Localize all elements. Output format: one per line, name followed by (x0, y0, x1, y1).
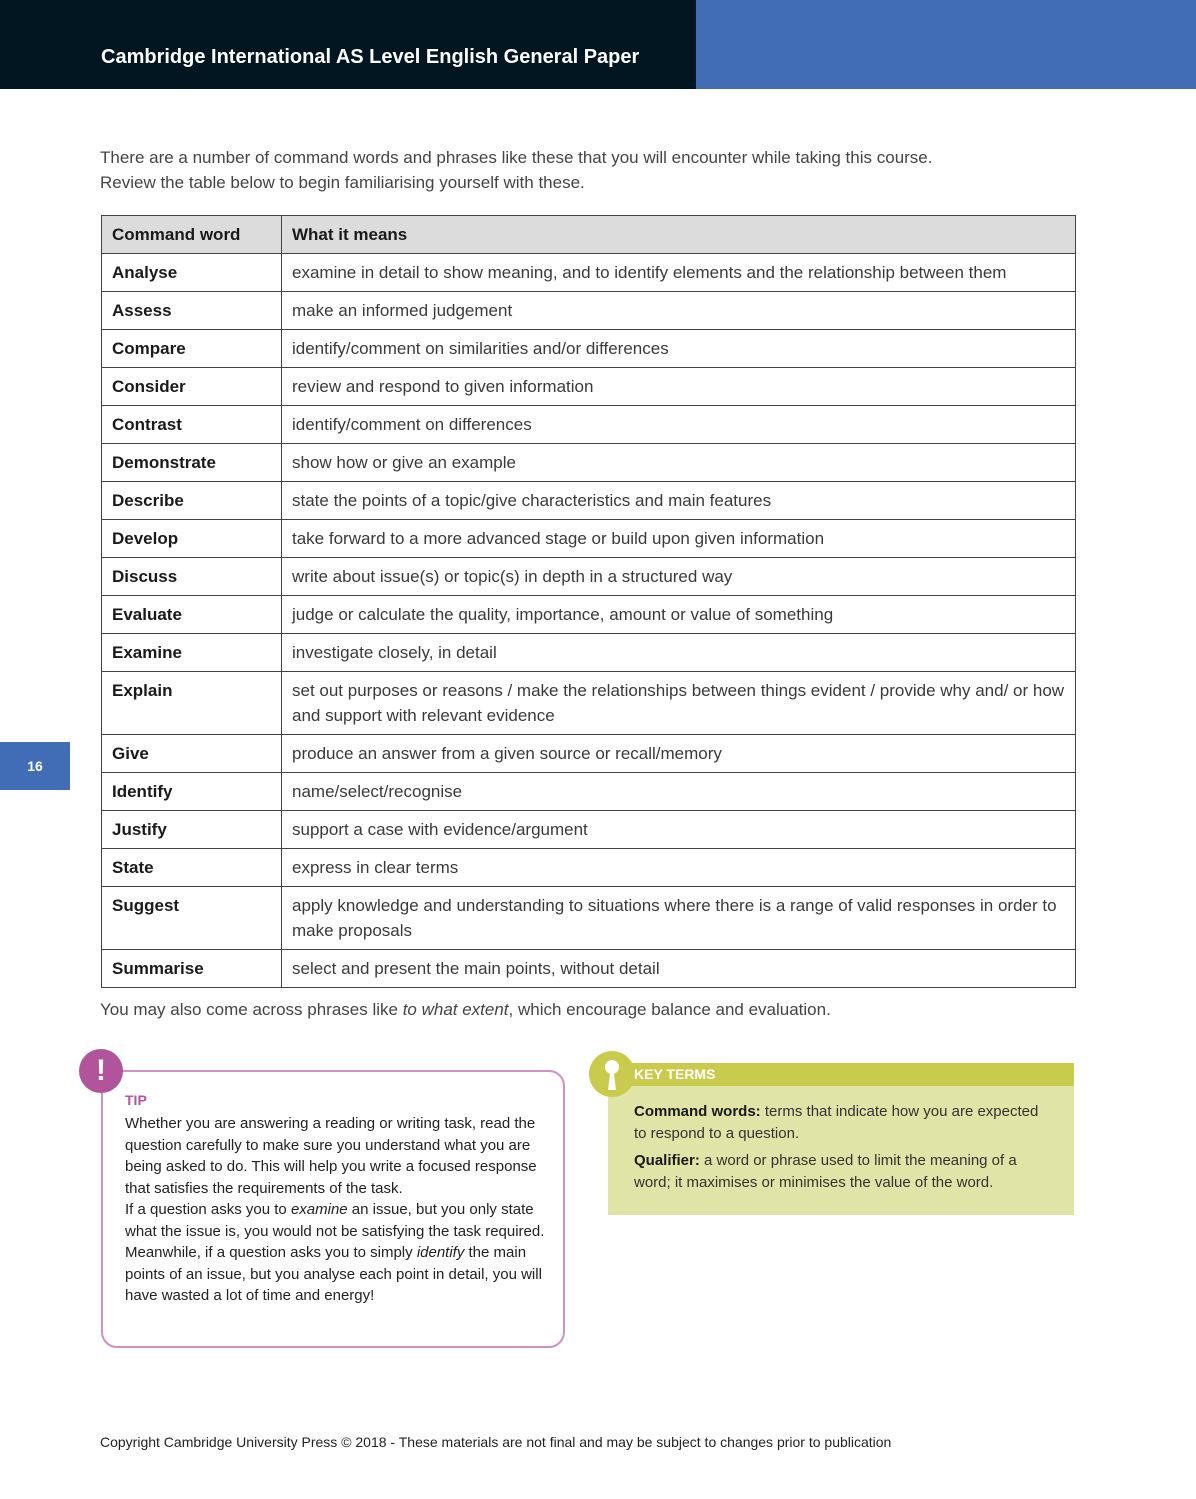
command-word-cell: Suggest (102, 887, 282, 950)
extra-text: , which encourage balance and evaluation. (508, 1000, 831, 1019)
table-row (102, 849, 1076, 887)
header-bar (0, 0, 696, 89)
keyhole-icon-stem (608, 1071, 616, 1090)
keyhole-icon (589, 1051, 635, 1097)
meaning-cell: write about issue(s) or topic(s) in depth in a structured way (282, 558, 1076, 596)
meaning-cell: judge or calculate the quality, importance, amount or value of something (282, 596, 1076, 634)
key-term: Qualifier: (634, 1152, 700, 1169)
header-accent-bar (696, 0, 1196, 89)
meaning-cell: support a case with evidence/argument (282, 811, 1076, 849)
meaning-cell: show how or give an example (282, 444, 1076, 482)
meaning-cell: set out purposes or reasons / make the relationships between things evident / provide why and/ or how and support with relevant evidence (282, 672, 1076, 735)
table-row (102, 406, 1076, 444)
key-term: Command words: (634, 1103, 761, 1120)
table-row (102, 482, 1076, 520)
column-header-command-word: Command word (102, 216, 282, 254)
command-words-table (101, 215, 1076, 988)
command-word-cell: Evaluate (102, 596, 282, 634)
meaning-cell: take forward to a more advanced stage or build upon given information (282, 520, 1076, 558)
tip-text-span: the main points of an issue, but you analyse each point in detail, you will have wasted a lot of time and energy! (125, 1244, 542, 1304)
command-word-cell: Assess (102, 292, 282, 330)
command-word-cell: Identify (102, 773, 282, 811)
meaning-cell: express in clear terms (282, 849, 1076, 887)
table-row (102, 773, 1076, 811)
exclamation-icon: ! (79, 1049, 123, 1093)
meaning-cell: examine in detail to show meaning, and to identify elements and the relationship between them (282, 254, 1076, 292)
table-body (102, 254, 1076, 988)
table-row (102, 330, 1076, 368)
extra-emphasis: to what extent (402, 1000, 509, 1019)
meaning-cell: make an informed judgement (282, 292, 1076, 330)
extra-text: You may also come across phrases like (100, 1000, 403, 1019)
meaning-cell: name/select/recognise (282, 773, 1076, 811)
key-term-definition: terms that indicate how you are expected to respond to a question. (634, 1103, 1039, 1142)
book-title: Cambridge International AS Level English General Paper (101, 46, 640, 68)
intro-line: There are a number of command words and phrases like these that you will encounter while taking this course. (100, 148, 933, 167)
command-word-cell: Describe (102, 482, 282, 520)
tip-text (125, 1113, 550, 1307)
table-row (102, 558, 1076, 596)
command-word-cell: Justify (102, 811, 282, 849)
tip-paragraph (125, 1199, 550, 1307)
command-word-cell: Compare (102, 330, 282, 368)
table-row (102, 444, 1076, 482)
tip-label: TIP (125, 1092, 147, 1108)
tip-emphasis: examine (290, 1201, 348, 1218)
tip-emphasis: identify (416, 1244, 465, 1261)
command-word-cell: Contrast (102, 406, 282, 444)
command-word-cell: State (102, 849, 282, 887)
extra-paragraph (100, 997, 1060, 1022)
table-header-row (102, 216, 1076, 254)
table-row (102, 735, 1076, 773)
meaning-cell: select and present the main points, without detail (282, 950, 1076, 988)
key-terms-title: KEY TERMS (634, 1066, 716, 1082)
meaning-cell: identify/comment on similarities and/or differences (282, 330, 1076, 368)
meaning-cell: review and respond to given information (282, 368, 1076, 406)
meaning-cell: investigate closely, in detail (282, 634, 1076, 672)
table-row (102, 811, 1076, 849)
intro-paragraph (100, 145, 1060, 195)
table-row (102, 520, 1076, 558)
command-word-cell: Explain (102, 672, 282, 735)
command-word-cell: Summarise (102, 950, 282, 988)
tip-text-span: an issue, but you only state what the issue is, you would not be satisfying the task required. Meanwhile, if a question asks you to simply (125, 1201, 545, 1261)
meaning-cell: produce an answer from a given source or recall/memory (282, 735, 1076, 773)
command-word-cell: Develop (102, 520, 282, 558)
table-row (102, 292, 1076, 330)
command-word-cell: Discuss (102, 558, 282, 596)
key-term-item (634, 1150, 1054, 1194)
meaning-cell: identify/comment on differences (282, 406, 1076, 444)
table-row (102, 596, 1076, 634)
meaning-cell: apply knowledge and understanding to situations where there is a range of valid responses in order to make proposals (282, 887, 1076, 950)
command-word-cell: Analyse (102, 254, 282, 292)
table-row (102, 950, 1076, 988)
table-row (102, 368, 1076, 406)
command-word-cell: Consider (102, 368, 282, 406)
table-row (102, 887, 1076, 950)
meaning-cell: state the points of a topic/give characteristics and main features (282, 482, 1076, 520)
copyright-footer: Copyright Cambridge University Press © 2018 - These materials are not final and may be subject to changes prior to publication (100, 1434, 892, 1450)
key-term-definition: a word or phrase used to limit the meaning of a word; it maximises or minimises the value of the word. (634, 1152, 1017, 1191)
key-term-item (634, 1101, 1054, 1145)
table-row (102, 254, 1076, 292)
key-terms-list (634, 1101, 1054, 1199)
tip-text-span: If a question asks you to (125, 1201, 291, 1218)
column-header-meaning: What it means (282, 216, 1076, 254)
table-row (102, 634, 1076, 672)
intro-line: Review the table below to begin familiarising yourself with these. (100, 173, 585, 192)
tip-paragraph: Whether you are answering a reading or writing task, read the question carefully to make sure you understand what you are being asked to do. This will help you write a focused response that satisfies the requirements of the task. (125, 1115, 537, 1197)
command-word-cell: Examine (102, 634, 282, 672)
command-word-cell: Give (102, 735, 282, 773)
command-word-cell: Demonstrate (102, 444, 282, 482)
page-number-tab: 16 (0, 742, 70, 790)
table-row (102, 672, 1076, 735)
